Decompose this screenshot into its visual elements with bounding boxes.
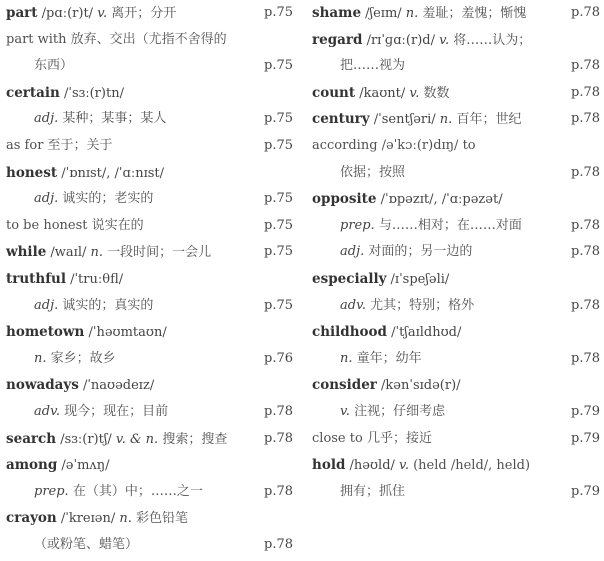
vocab-line: [312, 160, 600, 187]
definition: 依据；按照: [340, 164, 406, 180]
definition: 在（其）中；……之一: [68, 483, 203, 499]
phonetic: /ˈhəʊmtaʊn/: [84, 325, 167, 341]
vocab-line: [312, 106, 600, 133]
vocab-line: [6, 239, 293, 266]
page-reference: p.78: [264, 403, 293, 419]
vocab-word: hometown: [6, 324, 85, 341]
vocab-line: [6, 53, 293, 80]
definition: （或粉笔、蜡笔）: [34, 536, 139, 552]
phonetic: /əˈmʌŋ/: [57, 458, 110, 474]
vocab-line: [312, 479, 600, 506]
page-reference: p.75: [264, 297, 293, 313]
vocab-line: [312, 372, 600, 399]
vocab-word: part: [6, 5, 38, 21]
part-of-speech: n.: [439, 112, 453, 128]
vocab-line: [6, 399, 293, 426]
definition: (held /held/, held): [408, 458, 531, 474]
page-reference: p.75: [264, 244, 293, 260]
vocab-line: [6, 505, 293, 532]
part-of-speech: prep.: [340, 217, 375, 233]
part-of-speech: n.: [340, 350, 353, 366]
page-reference: p.78: [264, 536, 293, 552]
vocabulary-column-left: [6, 0, 293, 558]
page-reference: p.76: [264, 350, 293, 366]
vocab-line: [312, 346, 600, 373]
page-reference: p.79: [571, 430, 600, 446]
definition: 拥有；抓住: [340, 483, 406, 499]
vocab-line: [6, 160, 293, 187]
definition: 某种；某事；某人: [58, 111, 167, 127]
definition: 对面的；另一边的: [364, 244, 473, 260]
vocab-line: [6, 319, 293, 346]
vocab-line: [312, 452, 600, 479]
definition: part with 放弃、交出（尤指不舍得的: [6, 31, 227, 47]
page-reference: p.75: [264, 5, 293, 20]
vocab-word: while: [6, 244, 47, 261]
part-of-speech: n.: [34, 350, 47, 366]
page-reference: p.78: [571, 217, 600, 233]
vocab-line: [6, 293, 293, 320]
definition: 将……认为；: [449, 32, 532, 48]
vocab-word: regard: [312, 31, 363, 48]
part-of-speech: adj.: [34, 111, 59, 127]
part-of-speech: adv.: [340, 297, 367, 313]
vocab-line: [312, 186, 600, 213]
definition: 百年；世纪: [452, 112, 522, 128]
page-reference: p.78: [571, 58, 600, 74]
vocab-line: [312, 266, 600, 293]
part-of-speech: prep.: [34, 483, 69, 499]
phonetic: /həʊld/: [345, 458, 400, 474]
page-reference: p.75: [264, 217, 293, 233]
vocab-line: [312, 27, 600, 54]
vocab-line: [6, 452, 293, 479]
definition: 羞耻；羞愧；惭愧: [418, 6, 527, 21]
vocab-word: hold: [312, 457, 346, 474]
definition: as for 至于；关于: [6, 137, 113, 153]
part-of-speech: v.: [97, 6, 108, 21]
definition: 搜索；搜查: [158, 431, 228, 447]
part-of-speech: v.: [409, 85, 420, 101]
phonetic: /ˈɒpəzɪt/, /ˈɑːpəzət/: [376, 192, 503, 208]
page-reference: p.75: [264, 111, 293, 127]
vocab-line: [312, 133, 600, 160]
definition: 离开；分开: [107, 6, 177, 21]
phonetic: /rɪˈɡɑː(r)d/: [362, 32, 440, 48]
phonetic: /kaʊnt/: [355, 85, 410, 101]
part-of-speech: v.: [340, 403, 350, 419]
phonetic: /ˈsentʃəri/: [369, 112, 440, 128]
definition: 东西）: [34, 58, 74, 74]
definition: 彩色铅笔: [131, 511, 189, 527]
part-of-speech: n.: [119, 511, 132, 527]
vocab-line: [6, 426, 293, 453]
phonetic: /ʃeɪm/: [361, 6, 406, 21]
page-reference: p.78: [264, 483, 293, 499]
vocab-line: [6, 133, 293, 160]
vocab-line: [6, 80, 293, 107]
vocabulary-column-right: [312, 0, 600, 505]
definition: to be honest 说实在的: [6, 217, 144, 233]
page-reference: p.75: [264, 58, 293, 74]
phonetic: /ˈnaʊədeɪz/: [78, 378, 155, 394]
vocab-line: [312, 80, 600, 107]
vocab-word: certain: [6, 84, 60, 101]
vocab-word: century: [312, 111, 370, 128]
vocab-word: truthful: [6, 270, 66, 287]
part-of-speech: v. & n.: [115, 431, 159, 447]
vocab-line: [6, 186, 293, 213]
vocab-word: nowadays: [6, 377, 79, 394]
vocab-line: [312, 53, 600, 80]
vocab-word: honest: [6, 164, 58, 181]
page-reference: p.78: [571, 350, 600, 366]
page-reference: p.78: [571, 244, 600, 260]
vocab-line: [6, 479, 293, 506]
vocab-word: especially: [312, 270, 387, 287]
vocab-line: [6, 0, 293, 27]
page-reference: p.78: [264, 430, 293, 446]
vocab-line: [6, 27, 293, 54]
page-reference: p.78: [571, 297, 600, 313]
phonetic: /pɑː(r)t/: [37, 6, 98, 21]
definition: 诚实的；真实的: [58, 297, 154, 313]
vocab-line: [312, 319, 600, 346]
vocab-line: [6, 106, 293, 133]
phonetic: /ˈkreɪən/: [56, 511, 120, 527]
definition: 尤其；特别；格外: [366, 297, 475, 313]
vocab-word: search: [6, 430, 57, 447]
page-reference: p.79: [571, 483, 600, 499]
phonetic: /waɪl/: [46, 245, 91, 261]
vocab-line: [6, 213, 293, 240]
definition: 童年；幼年: [352, 350, 422, 366]
page-reference: p.75: [264, 191, 293, 207]
part-of-speech: n.: [405, 6, 419, 21]
part-of-speech: adv.: [34, 403, 61, 419]
vocab-line: [312, 239, 600, 266]
part-of-speech: adj.: [34, 191, 59, 207]
vocab-line: [6, 266, 293, 293]
phonetic: /ˈsɜː(r)tn/: [59, 85, 124, 101]
definition: 现今；现在；目前: [60, 403, 169, 419]
part-of-speech: adj.: [34, 297, 59, 313]
page-reference: p.78: [571, 111, 600, 127]
vocab-line: [312, 293, 600, 320]
definition: 数数: [419, 85, 450, 101]
page-reference: p.78: [571, 84, 600, 100]
page-reference: p.78: [571, 164, 600, 180]
phonetic: /ɪˈspeʃəli/: [386, 271, 450, 287]
vocab-word: consider: [312, 377, 377, 394]
phonetic: /ˈtruːθfl/: [65, 271, 124, 287]
definition: 家乡；故乡: [46, 350, 116, 366]
phonetic: /ˈɒnɪst/, /ˈɑːnɪst/: [57, 165, 165, 181]
definition: 注视；仔细考虑: [349, 403, 446, 419]
part-of-speech: v.: [439, 32, 450, 48]
vocab-line: [6, 346, 293, 373]
page-reference: p.75: [264, 137, 293, 153]
definition: according /əˈkɔː(r)dɪŋ/ to: [312, 137, 476, 153]
vocab-word: count: [312, 84, 356, 101]
vocab-line: [312, 399, 600, 426]
definition: 诚实的；老实的: [58, 191, 154, 207]
part-of-speech: v.: [399, 458, 409, 474]
vocab-line: [312, 213, 600, 240]
vocab-word: shame: [312, 5, 362, 21]
vocab-line: [6, 372, 293, 399]
vocab-word: opposite: [312, 191, 377, 208]
vocab-word: childhood: [312, 324, 387, 341]
phonetic: /ˈtʃaɪldhʊd/: [387, 325, 462, 341]
page-reference: p.79: [571, 403, 600, 419]
page-reference: p.78: [571, 5, 600, 20]
phonetic: /kənˈsɪdə(r)/: [376, 378, 461, 394]
part-of-speech: adj.: [340, 244, 365, 260]
vocab-line: [312, 426, 600, 453]
definition: 把……视为: [340, 58, 406, 74]
vocab-line: [312, 0, 600, 27]
vocab-word: crayon: [6, 510, 57, 527]
definition: 一段时间；一会儿: [103, 245, 212, 261]
vocab-line: [6, 532, 293, 559]
phonetic: /sɜː(r)tʃ/: [56, 431, 116, 447]
definition: close to 几乎；接近: [312, 430, 432, 446]
part-of-speech: n.: [90, 245, 104, 261]
vocab-word: among: [6, 457, 58, 474]
definition: 与……相对；在……对面: [374, 217, 522, 233]
